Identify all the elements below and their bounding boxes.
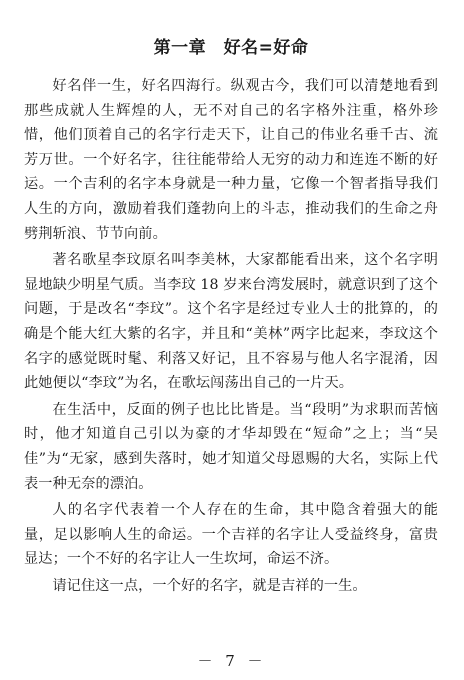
paragraph-counter-examples: 在生活中，反面的例子也比比皆是。当“段明”为求职而苦恼时，他才知道自己引以为豪的才华却毁在“短命”之上；当“吴佳”为“无家，感到失落时，她才知道父母恩赐的大名，实际上代表一种无奈的漂泊。: [24, 401, 438, 492]
chapter-title: 第一章 好名=好命: [153, 38, 309, 58]
paragraph-li-wen-example: 著名歌星李玟原名叫李美林，大家都能看出来，这个名字明显地缺少明星气质。当李玟 18 岁来台湾发展时，就意识到了这个问题，于是改名“李玟”。这个名字是经过专业人士的批算的，的确是个能大红大紫的名字，并且和“美林”两字比起来，李玟这个名字的感觉既时髦、利落又好记，且不容易与他人名字混淆，因此她便以“李玟”为名，在歌坛闯荡出自己的一片天。: [24, 252, 438, 392]
paragraph-name-energy: 人的名字代表着一个人存在的生命，其中隐含着强大的能量，足以影响人生的命运。一个吉祥的名字让人受益终身，富贵显达；一个不好的名字让人一生坎坷，命运不济。: [24, 502, 438, 568]
paragraph-intro: 好名伴一生，好名四海行。纵观古今，我们可以清楚地看到那些成就人生辉煌的人，无不对自己的名字格外注重，格外珍惜，他们顶着自己的名字行走天下，让自己的伟业名垂千古、流芳万世。一个好名字，往往能带给人无穷的动力和连连不断的好运。一个吉利的名字本身就是一种力量，它像一个智者指导我们人生的方向，激励着我们蓬勃向上的斗志，推动我们的生命之舟劈荆斩浪、节节向前。: [24, 78, 438, 242]
page-number: － 7 －: [197, 652, 267, 670]
paragraph-conclusion: 请记住这一点，一个好的名字，就是吉祥的一生。: [52, 577, 367, 594]
